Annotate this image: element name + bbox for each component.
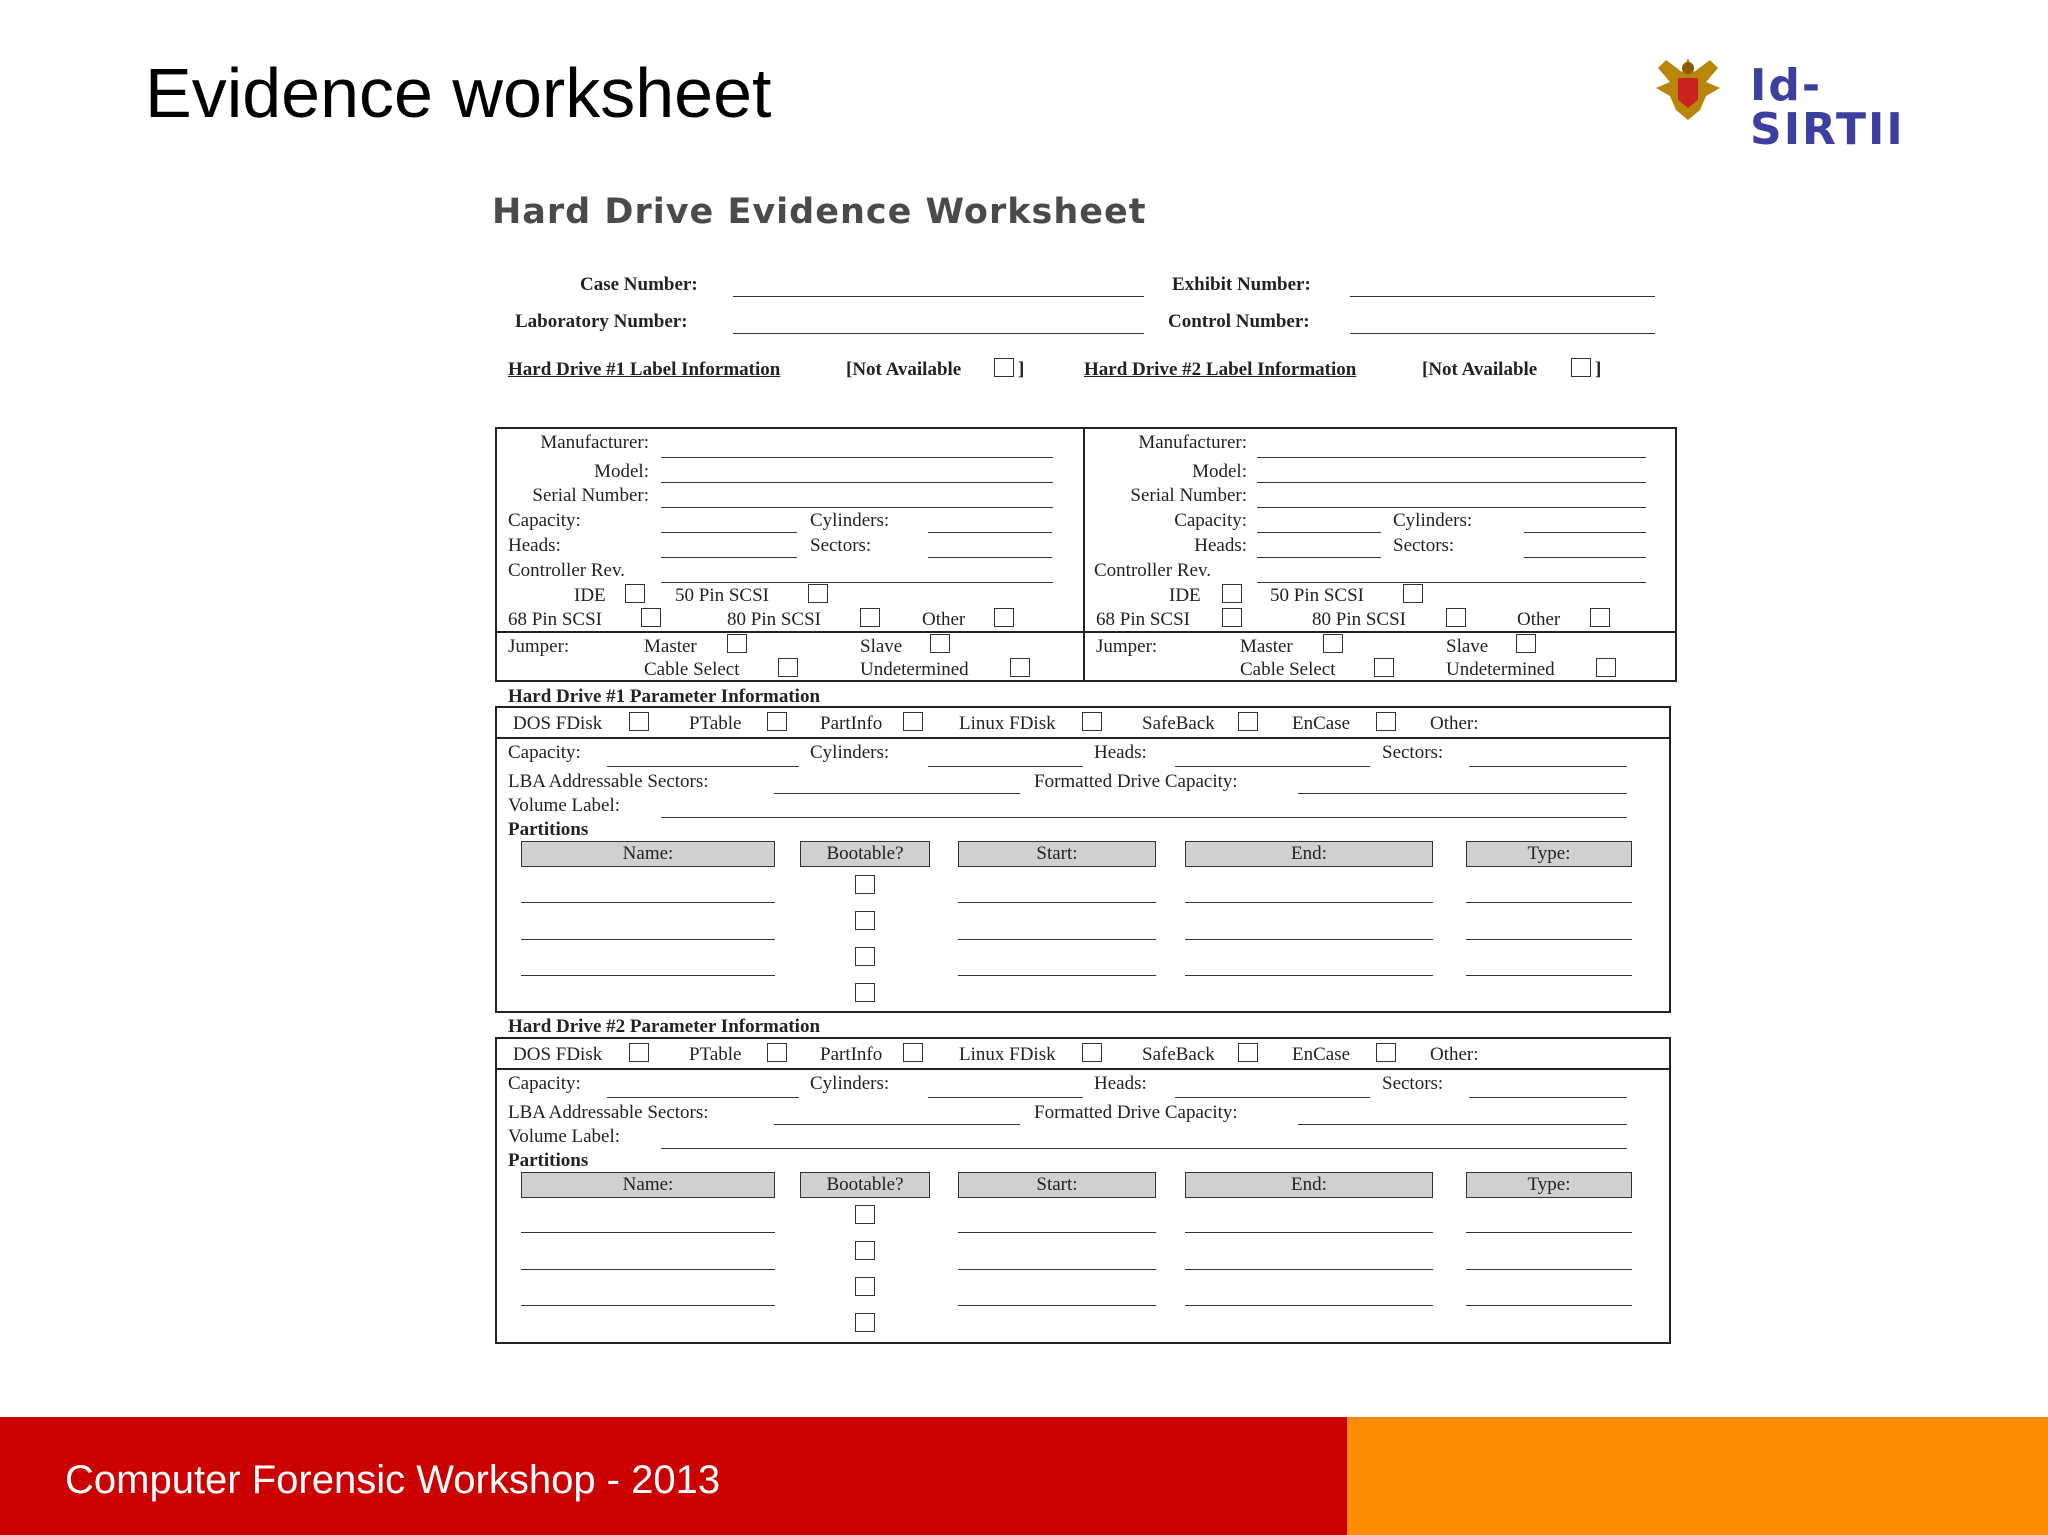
hd2-undetermined-label: Undetermined	[1446, 659, 1555, 680]
hd1-encase-checkbox[interactable]	[1376, 712, 1396, 731]
hd1-partition-3-bootable-checkbox[interactable]	[855, 947, 875, 966]
hd2-encase-checkbox[interactable]	[1376, 1043, 1396, 1062]
hd1-partition-2-start-field[interactable]	[958, 939, 1156, 940]
hd1-not-available-label: [Not Available	[846, 359, 962, 380]
hd1-80pin-scsi-checkbox[interactable]	[860, 608, 880, 627]
hd1-manufacturer-label: Manufacturer:	[540, 432, 649, 453]
hd2-68pin-scsi-checkbox[interactable]	[1222, 608, 1242, 627]
hd1-param-heads-field[interactable]	[1175, 766, 1370, 767]
hd2-cylinders-label: Cylinders:	[1393, 510, 1473, 531]
hd2-param-sectors-label: Sectors:	[1382, 1073, 1444, 1094]
hd2-partition-2-end-field[interactable]	[1185, 1269, 1433, 1270]
hd2-master-checkbox[interactable]	[1323, 634, 1343, 653]
hd2-partitions-label: Partitions	[508, 1150, 589, 1171]
hd1-param-capacity-field[interactable]	[607, 766, 799, 767]
hd1-param-cylinders-field[interactable]	[928, 766, 1083, 767]
hd2-50pin-scsi-checkbox[interactable]	[1403, 584, 1423, 603]
hd1-param-capacity-label: Capacity:	[508, 742, 581, 763]
hd1-model-field[interactable]	[661, 482, 1053, 483]
hd1-volume-label-field[interactable]	[661, 817, 1627, 818]
hd2-partition-3-name-field[interactable]	[521, 1305, 775, 1306]
hd2-heads-label: Heads:	[1194, 535, 1247, 556]
hd1-partition-3-start-field[interactable]	[958, 975, 1156, 976]
hd1-undetermined-label: Undetermined	[860, 659, 969, 680]
hd1-capacity-label: Capacity:	[508, 510, 581, 531]
hd1-partition-4-bootable-checkbox[interactable]	[855, 983, 875, 1002]
hd2-capacity-field[interactable]	[1257, 532, 1381, 533]
hd1-partition-3-type-field[interactable]	[1466, 975, 1632, 976]
hd2-partition-1-start-field[interactable]	[958, 1232, 1156, 1233]
hd1-controller-rev-field[interactable]	[661, 582, 1053, 583]
hd1-ptable-label: PTable	[689, 713, 742, 734]
hd2-ide-checkbox[interactable]	[1222, 584, 1242, 603]
hd1-dos-fdisk-label: DOS FDisk	[513, 713, 603, 734]
hd1-controller-rev-label: Controller Rev.	[508, 560, 625, 581]
hd2-partition-bootable-header: Bootable?	[800, 1172, 930, 1198]
hd2-param-heads-label: Heads:	[1094, 1073, 1147, 1094]
hd2-capacity-label: Capacity:	[1174, 510, 1247, 531]
hd2-cable-select-checkbox[interactable]	[1374, 658, 1394, 677]
hd1-partition-1-bootable-checkbox[interactable]	[855, 875, 875, 894]
hd2-sectors-label: Sectors:	[1393, 535, 1455, 556]
hd2-param-tool-row-divider	[495, 1068, 1671, 1070]
hd1-partition-end-header: End:	[1185, 841, 1433, 867]
hd1-ptable-checkbox[interactable]	[767, 712, 787, 731]
hd1-slave-checkbox[interactable]	[930, 634, 950, 653]
hd2-partition-start-header: Start:	[958, 1172, 1156, 1198]
hd1-50pin-scsi-checkbox[interactable]	[808, 584, 828, 603]
hd1-linux-fdisk-checkbox[interactable]	[1082, 712, 1102, 731]
hd2-lba-sectors-field[interactable]	[774, 1124, 1020, 1125]
hd2-formatted-capacity-label: Formatted Drive Capacity:	[1034, 1102, 1238, 1123]
hd1-partition-3-end-field[interactable]	[1185, 975, 1433, 976]
hd2-controller-rev-field[interactable]	[1257, 582, 1646, 583]
hd2-param-cylinders-label: Cylinders:	[810, 1073, 890, 1094]
hd2-master-label: Master	[1240, 636, 1293, 657]
slide-title: Evidence worksheet	[145, 54, 772, 132]
hd2-cylinders-field[interactable]	[1524, 532, 1646, 533]
hd2-bracket-close: ]	[1595, 359, 1602, 380]
control-number-field[interactable]	[1350, 333, 1655, 334]
hd1-ide-label: IDE	[574, 585, 606, 606]
hd2-partition-3-type-field[interactable]	[1466, 1305, 1632, 1306]
hd2-param-heads-field[interactable]	[1175, 1097, 1370, 1098]
exhibit-number-field[interactable]	[1350, 296, 1655, 297]
logo-text: Id-SIRTII	[1750, 60, 1905, 155]
hd2-volume-label-field[interactable]	[661, 1148, 1627, 1149]
hd1-partition-1-name-field[interactable]	[521, 902, 775, 903]
hd1-jumper-label: Jumper:	[508, 636, 570, 657]
hd1-partition-name-header: Name:	[521, 841, 775, 867]
hd2-partition-3-end-field[interactable]	[1185, 1305, 1433, 1306]
hd2-partition-type-header: Type:	[1466, 1172, 1632, 1198]
hd2-model-label: Model:	[1192, 461, 1247, 482]
hd1-partition-1-start-field[interactable]	[958, 902, 1156, 903]
case-number-label: Case Number:	[580, 274, 698, 295]
hd2-param-sectors-field[interactable]	[1469, 1097, 1627, 1098]
hd1-formatted-capacity-label: Formatted Drive Capacity:	[1034, 771, 1238, 792]
hd2-80pin-scsi-checkbox[interactable]	[1446, 608, 1466, 627]
hd2-partinfo-checkbox[interactable]	[903, 1043, 923, 1062]
hd1-80pin-scsi-label: 80 Pin SCSI	[727, 609, 821, 630]
hd1-encase-label: EnCase	[1292, 713, 1351, 734]
hd2-model-field[interactable]	[1257, 482, 1646, 483]
hd2-linux-fdisk-label: Linux FDisk	[959, 1044, 1056, 1065]
hd1-lba-sectors-field[interactable]	[774, 793, 1020, 794]
hd2-param-capacity-field[interactable]	[607, 1097, 799, 1098]
hd1-sectors-label: Sectors:	[810, 535, 872, 556]
hd2-partition-1-bootable-checkbox[interactable]	[855, 1205, 875, 1224]
hd1-cylinders-field[interactable]	[928, 532, 1052, 533]
hd2-other-checkbox[interactable]	[1590, 608, 1610, 627]
hd2-param-capacity-label: Capacity:	[508, 1073, 581, 1094]
hd1-partition-type-header: Type:	[1466, 841, 1632, 867]
hd1-label-info-heading: Hard Drive #1 Label Information	[508, 359, 781, 380]
hd2-manufacturer-field[interactable]	[1257, 457, 1646, 458]
hd1-cable-select-checkbox[interactable]	[778, 658, 798, 677]
worksheet-title: Hard Drive Evidence Worksheet	[492, 192, 1147, 232]
hd2-slave-label: Slave	[1446, 636, 1489, 657]
hd1-slave-label: Slave	[860, 636, 903, 657]
hd1-volume-label-label: Volume Label:	[508, 795, 621, 816]
hd2-controller-rev-label: Controller Rev.	[1094, 560, 1211, 581]
hd1-partition-start-header: Start:	[958, 841, 1156, 867]
hd1-cylinders-label: Cylinders:	[810, 510, 890, 531]
laboratory-number-label: Laboratory Number:	[515, 311, 688, 332]
hd1-partinfo-label: PartInfo	[820, 713, 883, 734]
hd1-ide-checkbox[interactable]	[625, 584, 645, 603]
footer-text: Computer Forensic Workshop - 2013	[65, 1458, 721, 1502]
hd2-ptable-label: PTable	[689, 1044, 742, 1065]
hd1-capacity-field[interactable]	[661, 532, 797, 533]
control-number-label: Control Number:	[1168, 311, 1310, 332]
hd1-model-label: Model:	[594, 461, 649, 482]
hd2-label-info-heading: Hard Drive #2 Label Information	[1084, 359, 1357, 380]
hd2-partition-1-name-field[interactable]	[521, 1232, 775, 1233]
hd1-param-sectors-field[interactable]	[1469, 766, 1627, 767]
hd2-dos-fdisk-label: DOS FDisk	[513, 1044, 603, 1065]
hd2-manufacturer-label: Manufacturer:	[1138, 432, 1247, 453]
hd2-not-available-label: [Not Available	[1422, 359, 1538, 380]
case-number-field[interactable]	[733, 296, 1144, 297]
hd1-master-checkbox[interactable]	[727, 634, 747, 653]
hd1-partitions-label: Partitions	[508, 819, 589, 840]
exhibit-number-label: Exhibit Number:	[1172, 274, 1311, 295]
hd1-lba-sectors-label: LBA Addressable Sectors:	[508, 771, 709, 792]
hd1-param-heads-label: Heads:	[1094, 742, 1147, 763]
hd1-safeback-checkbox[interactable]	[1238, 712, 1258, 731]
hd1-param-info-heading: Hard Drive #1 Parameter Information	[508, 686, 821, 707]
hd2-partinfo-label: PartInfo	[820, 1044, 883, 1065]
hd2-ptable-checkbox[interactable]	[767, 1043, 787, 1062]
hd2-heads-field[interactable]	[1257, 557, 1381, 558]
hd1-linux-fdisk-label: Linux FDisk	[959, 713, 1056, 734]
hd2-safeback-label: SafeBack	[1142, 1044, 1215, 1065]
hd2-slave-checkbox[interactable]	[1516, 634, 1536, 653]
laboratory-number-field[interactable]	[733, 333, 1144, 334]
footer-accent	[1347, 1417, 2048, 1535]
hd1-serial-number-field[interactable]	[661, 507, 1053, 508]
hd1-68pin-scsi-checkbox[interactable]	[641, 608, 661, 627]
hd1-other-label: Other	[922, 609, 966, 630]
hd1-68pin-scsi-label: 68 Pin SCSI	[508, 609, 602, 630]
hd2-partition-2-type-field[interactable]	[1466, 1269, 1632, 1270]
hd1-dos-fdisk-checkbox[interactable]	[629, 712, 649, 731]
hd1-formatted-capacity-field[interactable]	[1298, 793, 1627, 794]
hd2-not-available-checkbox[interactable]	[1571, 358, 1591, 377]
hd2-50pin-scsi-label: 50 Pin SCSI	[1270, 585, 1364, 606]
hd1-partition-2-name-field[interactable]	[521, 939, 775, 940]
hd1-partition-2-bootable-checkbox[interactable]	[855, 911, 875, 930]
hd1-safeback-label: SafeBack	[1142, 713, 1215, 734]
hd2-68pin-scsi-label: 68 Pin SCSI	[1096, 609, 1190, 630]
hd1-sectors-field[interactable]	[928, 557, 1052, 558]
hd1-cable-select-label: Cable Select	[644, 659, 740, 680]
hd2-param-cylinders-field[interactable]	[928, 1097, 1083, 1098]
hd1-bracket-close: ]	[1018, 359, 1025, 380]
hd1-param-tool-row-divider	[495, 737, 1671, 739]
hd2-formatted-capacity-field[interactable]	[1298, 1124, 1627, 1125]
hd1-not-available-checkbox[interactable]	[994, 358, 1014, 377]
hd2-other-label: Other	[1517, 609, 1561, 630]
hd2-volume-label-label: Volume Label:	[508, 1126, 621, 1147]
hd1-manufacturer-field[interactable]	[661, 457, 1053, 458]
hd2-partition-2-name-field[interactable]	[521, 1269, 775, 1270]
hd1-param-sectors-label: Sectors:	[1382, 742, 1444, 763]
hd2-partition-name-header: Name:	[521, 1172, 775, 1198]
hd1-undetermined-checkbox[interactable]	[1010, 658, 1030, 677]
hd2-cable-select-label: Cable Select	[1240, 659, 1336, 680]
hd1-partition-3-name-field[interactable]	[521, 975, 775, 976]
hd2-sectors-field[interactable]	[1524, 557, 1646, 558]
hd2-partition-1-end-field[interactable]	[1185, 1232, 1433, 1233]
hd2-ide-label: IDE	[1169, 585, 1201, 606]
hd1-param-cylinders-label: Cylinders:	[810, 742, 890, 763]
hd1-serial-number-label: Serial Number:	[532, 485, 649, 506]
hd1-partition-1-type-field[interactable]	[1466, 902, 1632, 903]
hd2-partition-3-start-field[interactable]	[958, 1305, 1156, 1306]
hd1-50pin-scsi-label: 50 Pin SCSI	[675, 585, 769, 606]
hd1-partinfo-checkbox[interactable]	[903, 712, 923, 731]
hd2-serial-number-field[interactable]	[1257, 507, 1646, 508]
hd2-safeback-checkbox[interactable]	[1238, 1043, 1258, 1062]
hd1-heads-field[interactable]	[661, 557, 797, 558]
hd2-partition-2-start-field[interactable]	[958, 1269, 1156, 1270]
hd2-lba-sectors-label: LBA Addressable Sectors:	[508, 1102, 709, 1123]
hd2-jumper-label: Jumper:	[1096, 636, 1158, 657]
jumper-row-divider	[495, 631, 1677, 633]
hd1-partition-1-end-field[interactable]	[1185, 902, 1433, 903]
hd2-serial-number-label: Serial Number:	[1130, 485, 1247, 506]
hd1-partition-2-end-field[interactable]	[1185, 939, 1433, 940]
hd2-linux-fdisk-checkbox[interactable]	[1082, 1043, 1102, 1062]
hd2-param-info-heading: Hard Drive #2 Parameter Information	[508, 1016, 821, 1037]
hd1-master-label: Master	[644, 636, 697, 657]
hd2-80pin-scsi-label: 80 Pin SCSI	[1312, 609, 1406, 630]
hd1-heads-label: Heads:	[508, 535, 561, 556]
hd2-partition-3-bootable-checkbox[interactable]	[855, 1277, 875, 1296]
hd1-other-checkbox[interactable]	[994, 608, 1014, 627]
hd2-dos-fdisk-checkbox[interactable]	[629, 1043, 649, 1062]
hd2-encase-label: EnCase	[1292, 1044, 1351, 1065]
hd1-other-tool-label: Other:	[1430, 713, 1479, 734]
hd2-other-tool-label: Other:	[1430, 1044, 1479, 1065]
hd1-partition-bootable-header: Bootable?	[800, 841, 930, 867]
hd2-partition-1-type-field[interactable]	[1466, 1232, 1632, 1233]
hd2-undetermined-checkbox[interactable]	[1596, 658, 1616, 677]
hd2-partition-2-bootable-checkbox[interactable]	[855, 1241, 875, 1260]
hd2-partition-4-bootable-checkbox[interactable]	[855, 1313, 875, 1332]
hd1-partition-2-type-field[interactable]	[1466, 939, 1632, 940]
hd2-partition-end-header: End:	[1185, 1172, 1433, 1198]
